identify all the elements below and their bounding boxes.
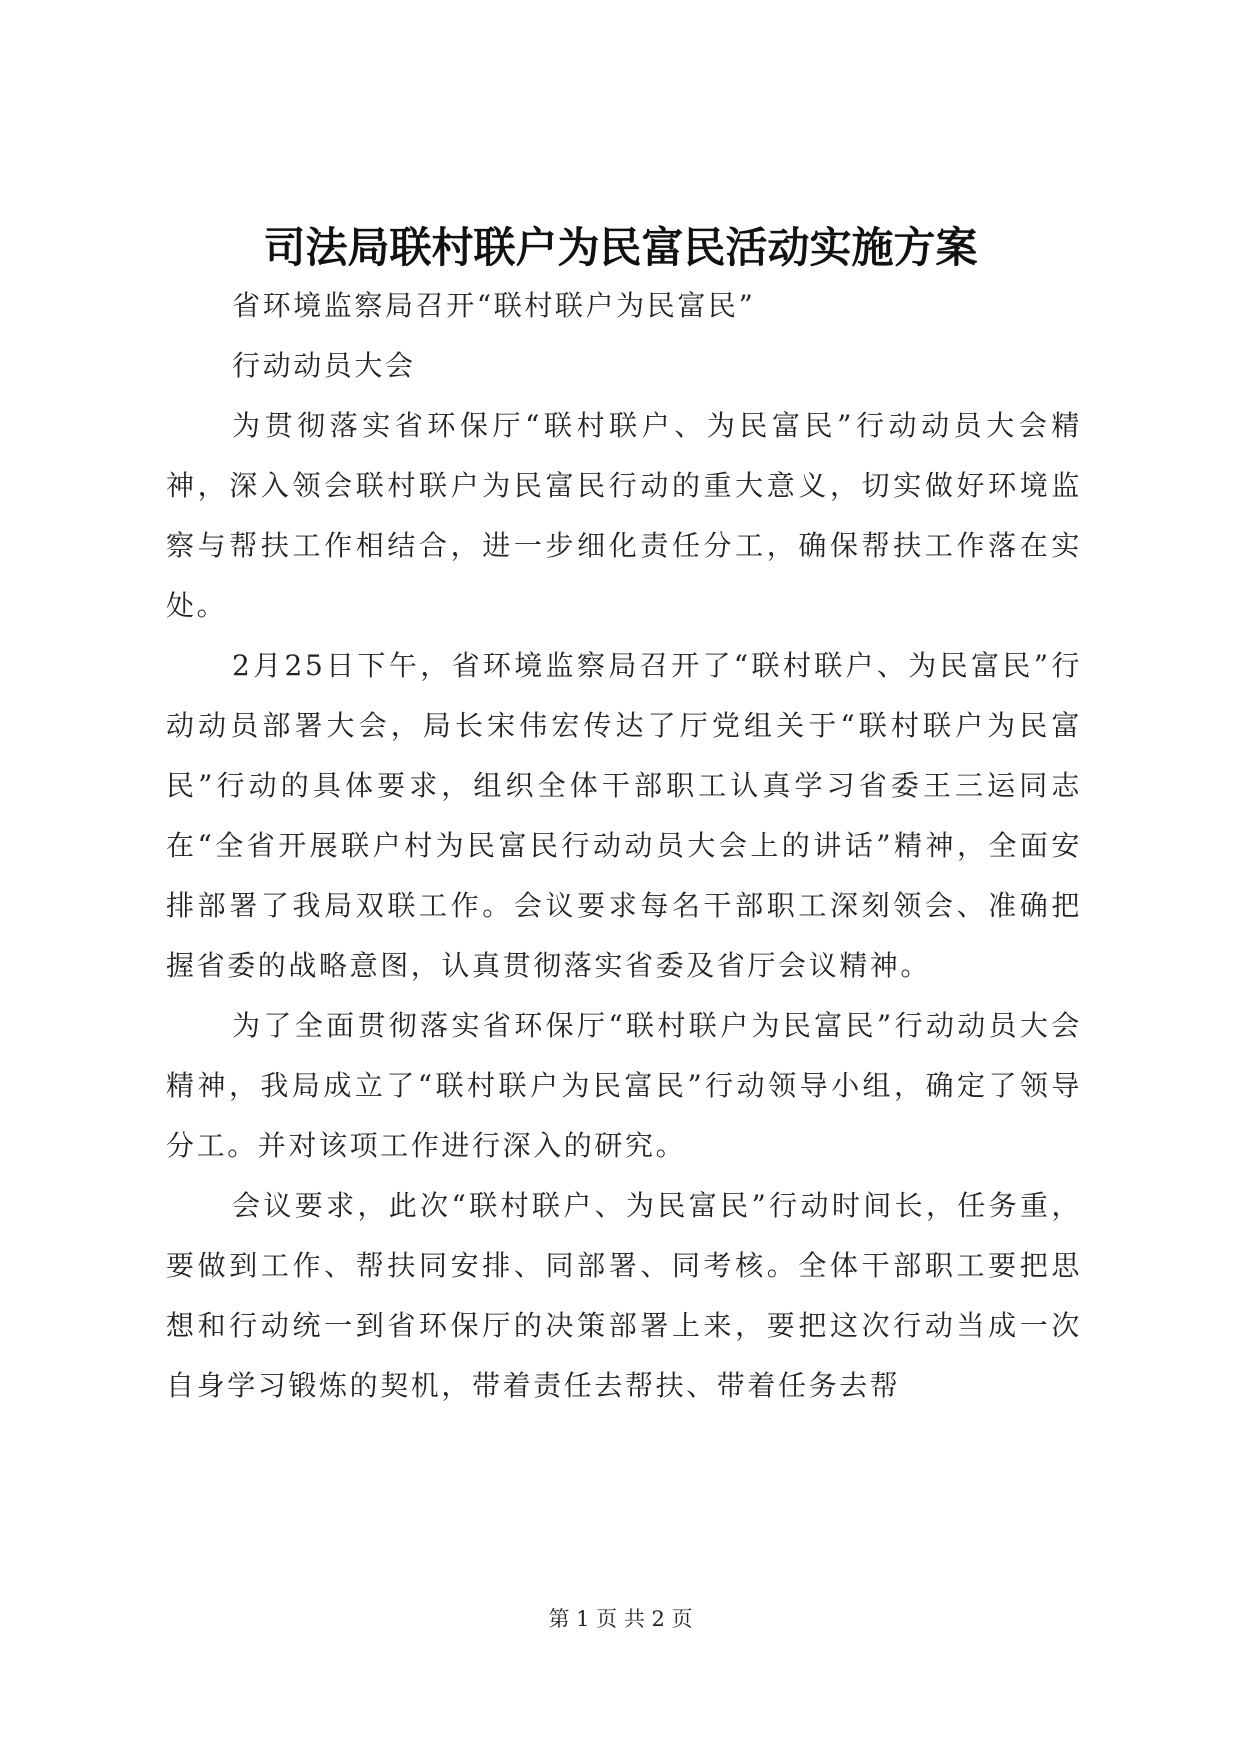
paragraph-subtitle-line-1: 省环境监察局召开“联村联户为民富民” <box>232 289 756 322</box>
page-footer: 第 1 页 共 2 页 <box>548 1607 693 1631</box>
paragraph: 为了全面贯彻落实省环保厅“联村联户为民富民”行动动员大会精神，我局成立了“联村联户为民富民”行动领导小组，确定了领导分工。并对该项工作进行深入的研究。 <box>166 1009 1082 1162</box>
paragraph: 为贯彻落实省环保厅“联村联户、为民富民”行动动员大会精神，深入领会联村联户为民富民行动的重大意义，切实做好环境监察与帮扶工作相结合，进一步细化责任分工，确保帮扶工作落在实处。 <box>166 409 1082 622</box>
paragraph-subtitle-line-2: 行动动员大会 <box>232 349 416 382</box>
paragraph: 2月25日下午，省环境监察局召开了“联村联户、为民富民”行动动员部署大会，局长宋伟宏传达了厅党组关于“联村联户为民富民”行动的具体要求，组织全体干部职工认真学习省委王三运同志在“全省开展联户村为民富民行动动员大会上的讲话”精神，全面安排部署了我局双联工作。会议要求每名干部职工深刻领会、准确把握省委的战略意图，认真贯彻落实省委及省厅会议精神。 <box>166 649 1082 982</box>
document-body <box>166 276 1082 1416</box>
paragraph: 会议要求，此次“联村联户、为民富民”行动时间长，任务重，要做到工作、帮扶同安排、同部署、同考核。全体干部职工要把思想和行动统一到省环保厅的决策部署上来，要把这次行动当成一次自身学习锻炼的契机，带着责任去帮扶、带着任务去帮 <box>166 1189 1082 1402</box>
document-title: 司法局联村联户为民富民活动实施方案 <box>263 223 978 272</box>
